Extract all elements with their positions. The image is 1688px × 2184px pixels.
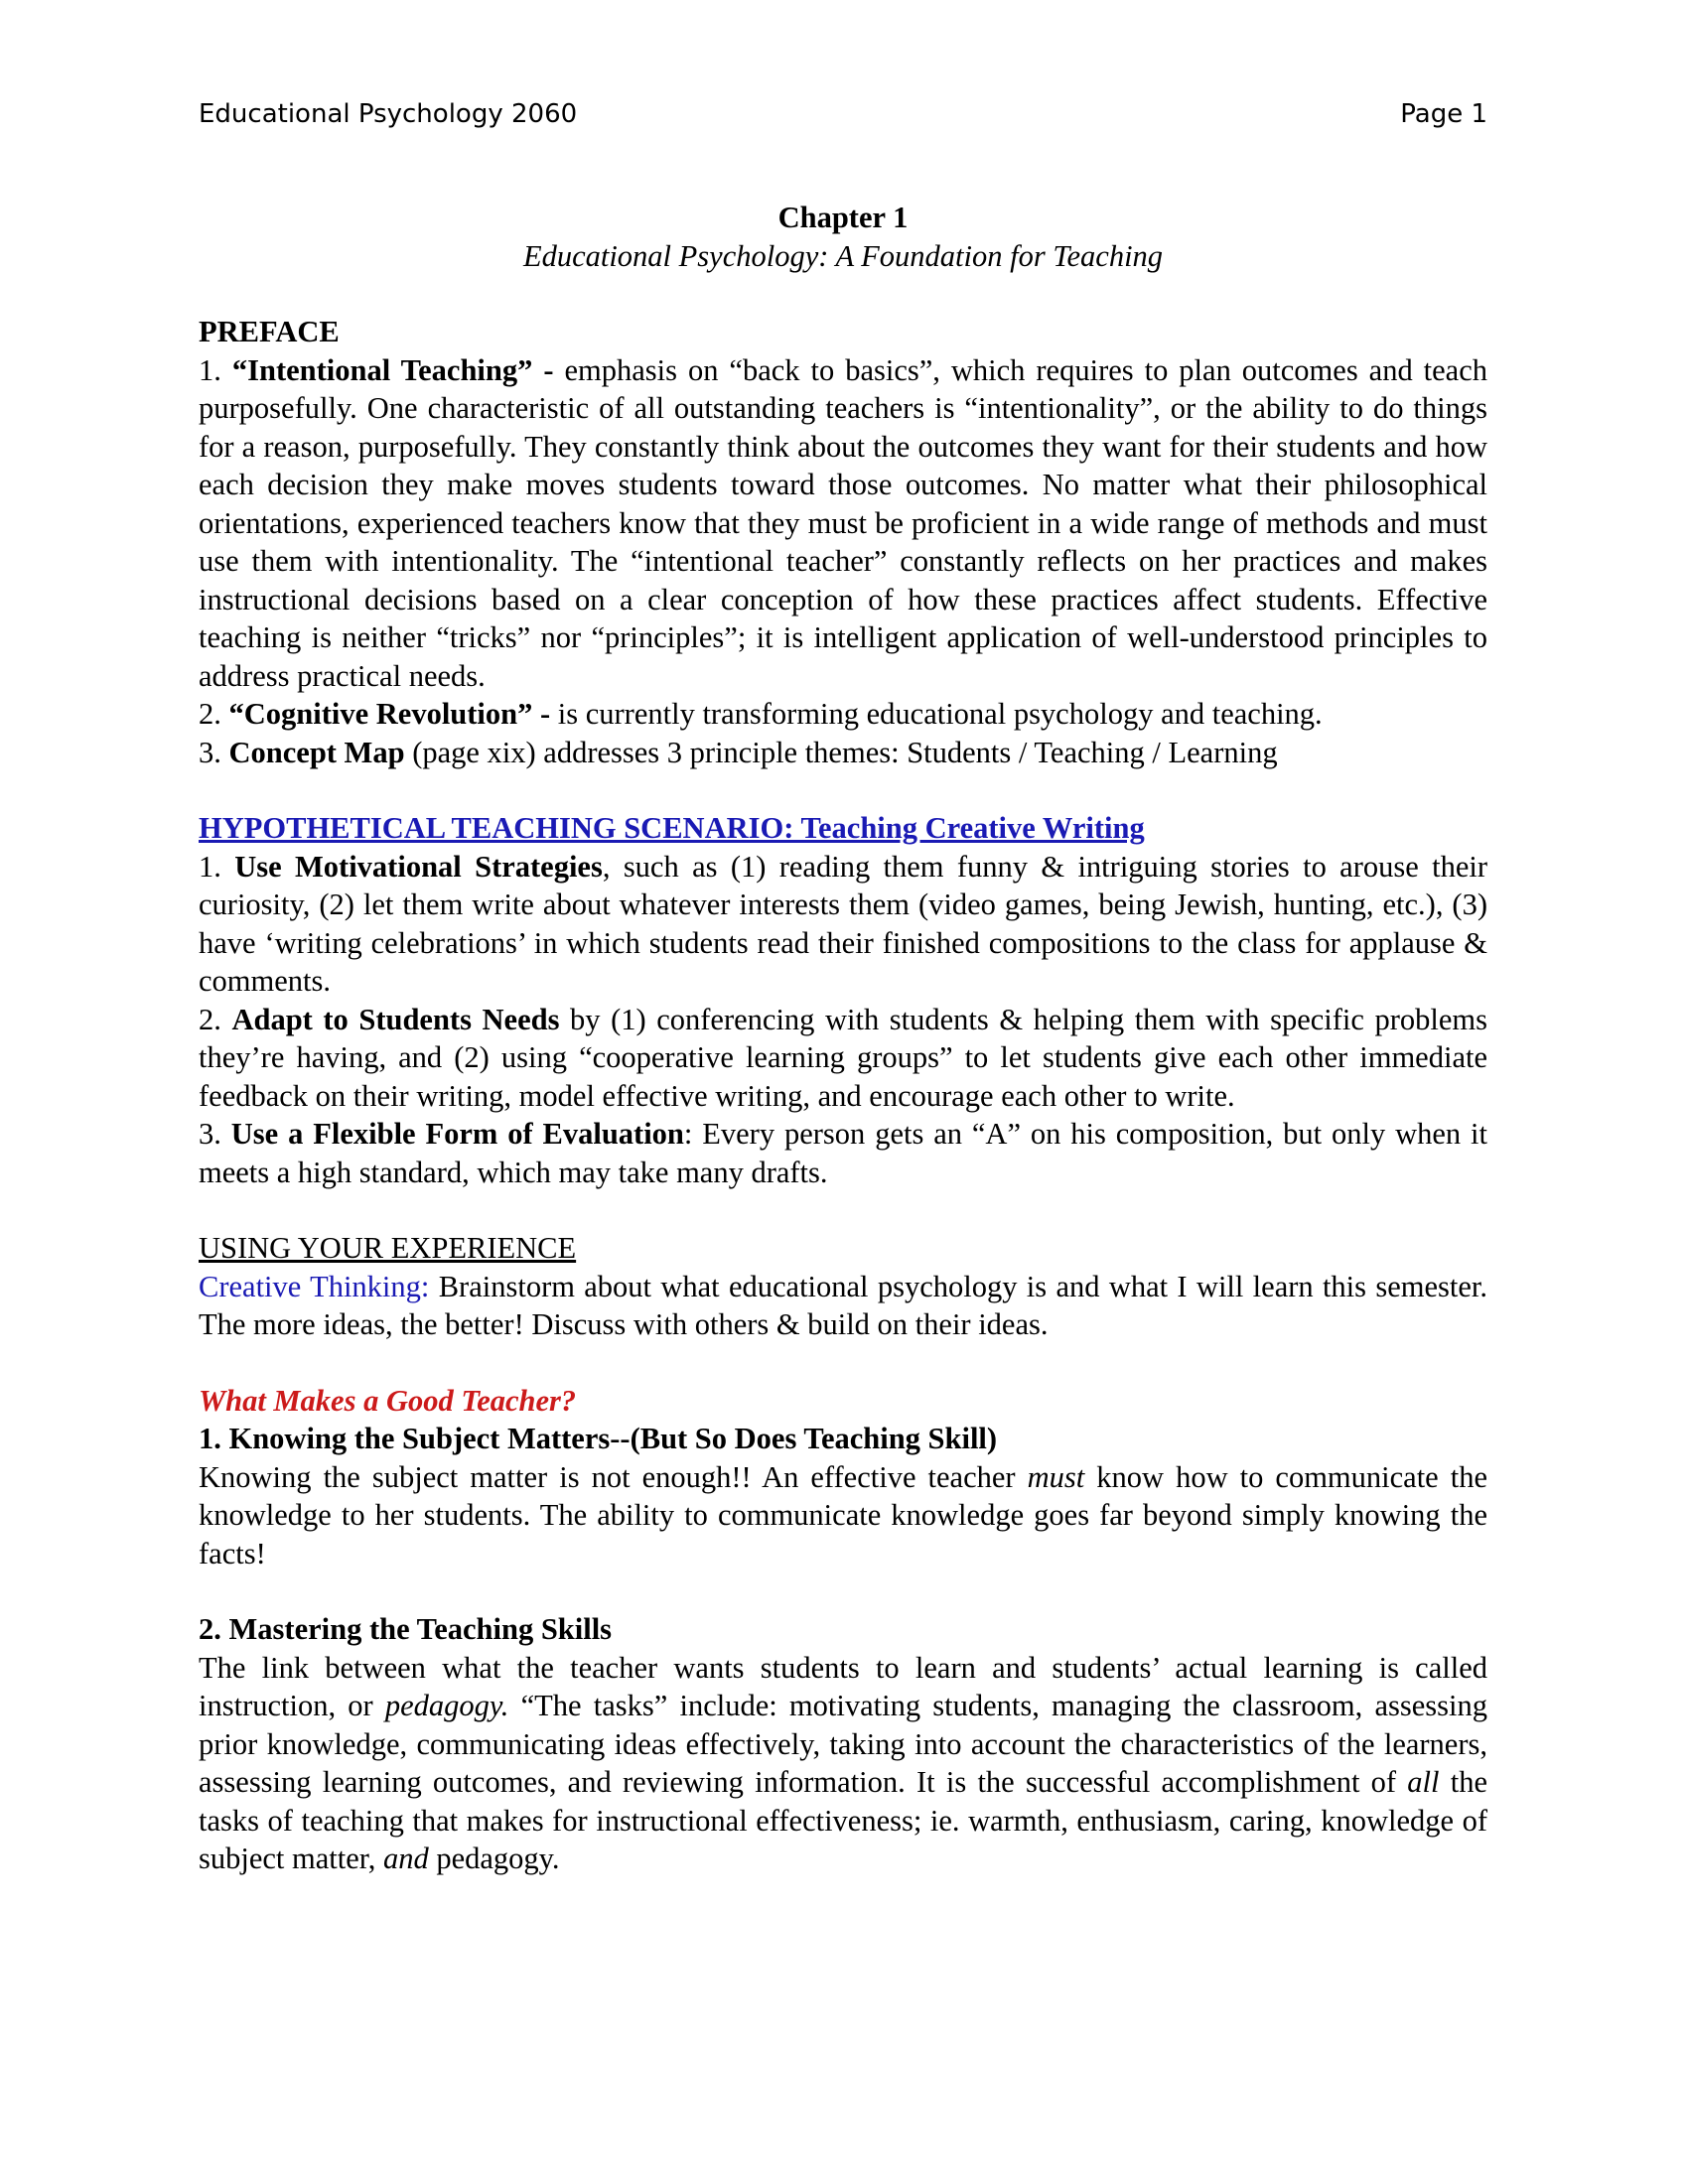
preface-item-1	[199, 351, 1487, 696]
item-term: “Intentional Teaching” -	[231, 352, 554, 387]
emphasis: all	[1407, 1765, 1440, 1799]
document-body	[199, 199, 1487, 1878]
page-number: Page 1	[1400, 99, 1487, 129]
item-term: Concept Map	[228, 735, 405, 769]
emphasis: and	[382, 1842, 429, 1875]
scenario-item-3	[199, 1115, 1487, 1191]
experience-paragraph	[199, 1268, 1487, 1344]
item-text: by (1) conferencing with students & helping them with specific problems they’re having, and (2) using “cooperative learning groups” to let students give each other immediate feedback on their writing, model effective writing, and encourage each other to write.	[199, 1002, 1487, 1113]
item-number: 1.	[199, 849, 235, 884]
preface-item-2	[199, 695, 1487, 734]
course-title: Educational Psychology 2060	[199, 99, 578, 129]
text-run: “The tasks” include: motivating students, managing the classroom, assessing prior knowledge, communicating ideas effectively, taking into account the characteristics of the learners, assessing learning outcomes, and reviewing information. It is the successful accomplishment of	[199, 1689, 1487, 1799]
emphasis: pedagogy.	[384, 1689, 509, 1722]
section-1-title: 1. Knowing the Subject Matters--(But So Does Teaching Skill)	[199, 1422, 998, 1455]
item-term: “Cognitive Revolution” -	[228, 697, 551, 731]
emphasis: must	[1027, 1459, 1085, 1494]
scenario-heading: HYPOTHETICAL TEACHING SCENARIO: Teaching Creative Writing	[199, 811, 1145, 845]
item-text: : Every person gets an “A” on his composition, but only when it meets a high standard, which may take many drafts.	[199, 1117, 1487, 1189]
good-teacher-heading: What Makes a Good Teacher?	[199, 1383, 577, 1418]
spacer	[199, 275, 1487, 313]
item-term: Use a Flexible Form of Evaluation	[230, 1117, 684, 1151]
creative-thinking-label: Creative Thinking:	[199, 1269, 430, 1303]
preface-heading: PREFACE	[199, 315, 340, 348]
text-run: pedagogy.	[428, 1842, 560, 1875]
section-2-title: 2. Mastering the Teaching Skills	[199, 1612, 613, 1646]
experience-text: Brainstorm about what educational psychology is and what I will learn this semester. The more ideas, the better! Discuss with others & build on their ideas.	[199, 1269, 1487, 1341]
page-header	[199, 99, 1487, 139]
spacer	[199, 1344, 1487, 1382]
text-run: The link between what the teacher wants students to learn and students’ actual learning is called instruction, or	[199, 1650, 1487, 1722]
item-number: 2.	[199, 1002, 232, 1036]
preface-item-3	[199, 734, 1487, 772]
spacer	[199, 771, 1487, 809]
section-1-paragraph	[199, 1458, 1487, 1573]
text-run: Knowing the subject matter is not enough!! An effective teacher	[199, 1459, 1028, 1494]
item-term: Adapt to Students Needs	[231, 1002, 560, 1036]
item-number: 3.	[199, 1117, 231, 1151]
item-text: is currently transforming educational psychology and teaching.	[550, 697, 1323, 731]
item-term: Use Motivational Strategies	[234, 849, 603, 884]
item-text: , such as (1) reading them funny & intriguing stories to arouse their curiosity, (2) let them write about whatever interests them (video games, being Jewish, hunting, etc.), (3) have ‘writing celebrations’ in which students read their finished compositions to the class for applause & comments.	[199, 849, 1488, 998]
item-text: emphasis on “back to basics”, which requires to plan outcomes and teach purposefully. One characteristic of all outstanding teachers is “intentionality”, or the ability to do things for a reason, purposefully. They constantly think about the outcomes they want for their students and how each decision they make moves students toward those outcomes. No matter what their philosophical orientations, experienced teachers know that they must be proficient in a wide range of methods and must use them with intentionality. The “intentional teacher” constantly reflects on her practices and makes instructional decisions based on a clear conception of how these practices affect students. Effective teaching is neither “tricks” nor “principles”; it is intelligent application of well-understood principles to address practical needs.	[199, 352, 1488, 693]
text-run: know how to communicate the knowledge to her students. The ability to communicate knowledge goes far beyond simply knowing the facts!	[199, 1459, 1487, 1570]
chapter-title: Chapter 1	[777, 201, 909, 234]
item-text: (page xix) addresses 3 principle themes: Students / Teaching / Learning	[404, 735, 1278, 769]
scenario-item-2	[199, 1001, 1487, 1116]
section-2-paragraph	[199, 1649, 1487, 1878]
chapter-subtitle: Educational Psychology: A Foundation for Teaching	[522, 238, 1164, 273]
item-number: 1.	[199, 352, 232, 387]
scenario-item-1	[199, 848, 1487, 1001]
text-run: the tasks of teaching that makes for instructional effectiveness; ie. warmth, enthusiasm, caring, knowledge of subject matter,	[199, 1765, 1487, 1875]
item-number: 2.	[199, 697, 229, 731]
experience-heading: USING YOUR EXPERIENCE	[199, 1231, 577, 1265]
spacer	[199, 1191, 1487, 1229]
spacer	[199, 1572, 1487, 1610]
item-number: 3.	[199, 735, 229, 769]
